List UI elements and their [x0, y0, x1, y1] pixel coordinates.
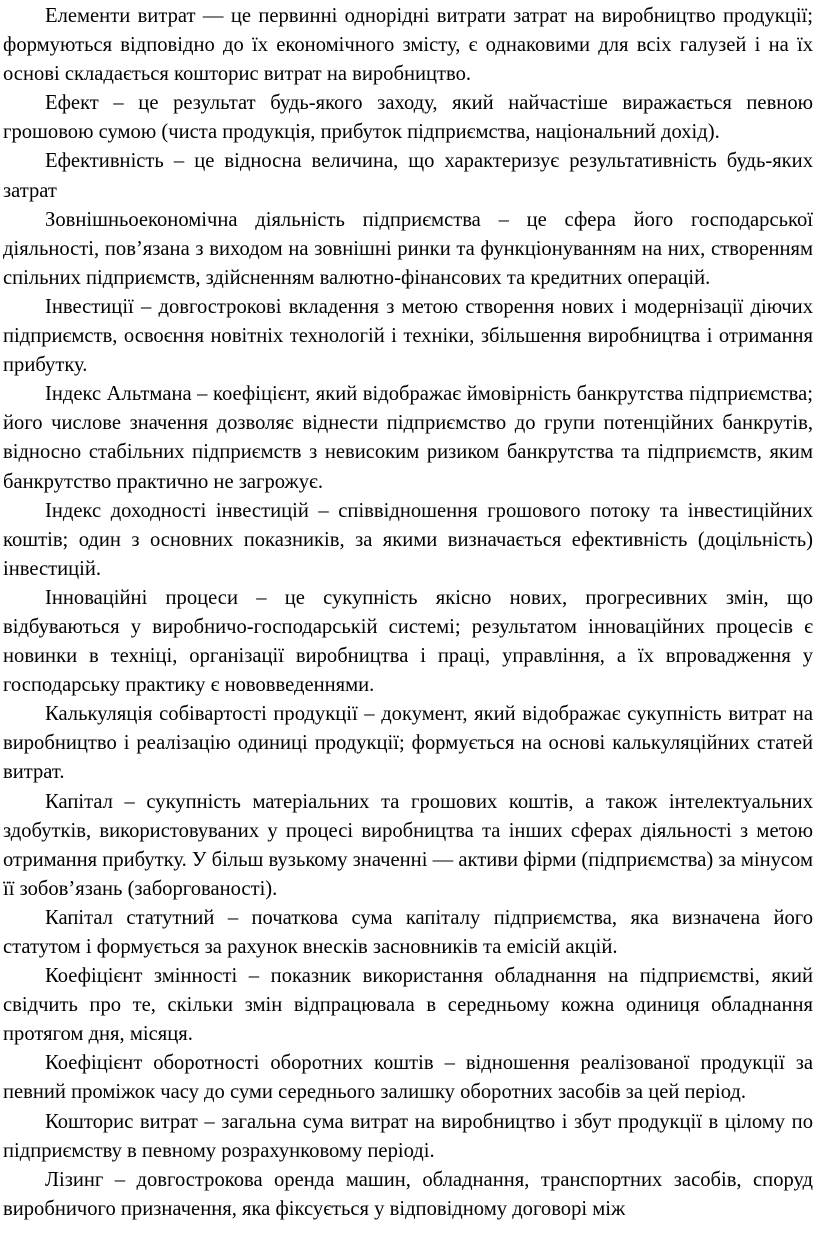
paragraph-kapital: Капітал – сукупність матеріальних та грошових коштів, а також інтелектуальних здобутків, використовуваних у процесі виробництва та інших сферах діяльності з метою отримання прибутку. У більш вузькому значенні — активи фірми (підприємства) за мінусом її зобов’язань (заборгованості).	[3, 790, 813, 900]
paragraph-indeks-dokhodnosti: Індекс доходності інвестицій – співвідношення грошового потоку та інвестиційних коштів; один з основних показників, за якими визначається ефективність (доцільність) інвестицій.	[3, 499, 813, 580]
paragraph-koshtorys-vytrat: Кошторис витрат – загальна сума витрат на виробництво і збут продукції в цілому по підприємству в певному розрахунковому періоді.	[3, 1110, 813, 1162]
paragraph-indeks-altmana: Індекс Альтмана – коефіцієнт, який відображає ймовірність банкрутства підприємства; його числове значення дозволяє віднести підприємство до групи потенційних банкрутів, відносно стабільних підприємств з невисоким ризиком банкрутства та підприємств, яким банкрутство практично не загрожує.	[3, 383, 813, 493]
paragraph-zovnishnoekonomichna-diialnist: Зовнішньоекономічна діяльність підприємства – це сфера його господарської діяльності, пов’язана з виходом на зовнішні ринки та функціонуванням на них, створенням спільних підприємств, здійсненням валютно-фінансових та кредитних операцій.	[3, 208, 813, 289]
paragraph-investytsii: Інвестиції – довгострокові вкладення з метою створення нових і модернізації діючих підприємств, освоєння новітніх технологій і техніки, збільшення виробництва і отримання прибутку.	[3, 295, 813, 377]
paragraph-innovatsiini-protsesy: Інноваційні процеси – це сукупність якісно нових, прогресивних змін, що відбуваються у виробничо-господарській системі; результатом інноваційних процесів є новинки в техніці, організації виробництва і праці, управління, а їх впровадження у господарську практику є нововведеннями.	[3, 586, 813, 697]
paragraph-efekt: Ефект – це результат будь-якого заходу, який найчастіше виражається певною грошовою сумою (чиста продукція, прибуток підприємства, національний дохід).	[3, 92, 813, 144]
paragraph-efektyvnist: Ефективність – це відносна величина, що характеризує результативність будь-яких затрат	[3, 150, 813, 202]
paragraph-kalkuliatsiia: Калькуляція собівартості продукції – документ, який відображає сукупність витрат на виробництво і реалізацію одиниці продукції; формується на основі калькуляційних статей витрат.	[3, 703, 813, 784]
paragraph-koefitsiient-zminnosti: Коефіцієнт змінності – показник використання обладнання на підприємстві, який свідчить про те, скільки змін відпрацювала в середньому кожна одиниця обладнання протягом дня, місяця.	[3, 965, 813, 1046]
paragraph-lizynh: Лізинг – довгострокова оренда машин, обладнання, транспортних засобів, споруд виробничого призначення, яка фіксується у відповідному договорі між	[3, 1168, 813, 1220]
paragraph-kapital-statutnyi: Капітал статутний – початкова сума капіталу підприємства, яка визначена його статутом і формується за рахунок внесків засновників та емісій акцій.	[3, 906, 813, 958]
paragraph-koefitsiient-oborotnosti: Коефіцієнт оборотності оборотних коштів – відношення реалізованої продукції за певний проміжок часу до суми середнього залишку оборотних засобів за цей період.	[3, 1052, 813, 1104]
paragraph-elementy-vytrat: Елементи витрат — це первинні однорідні витрати затрат на виробництво продукції; формуються відповідно до їх економічного змісту, є однаковими для всіх галузей і на їх основі складається кошторис витрат на виробництво.	[3, 5, 813, 86]
